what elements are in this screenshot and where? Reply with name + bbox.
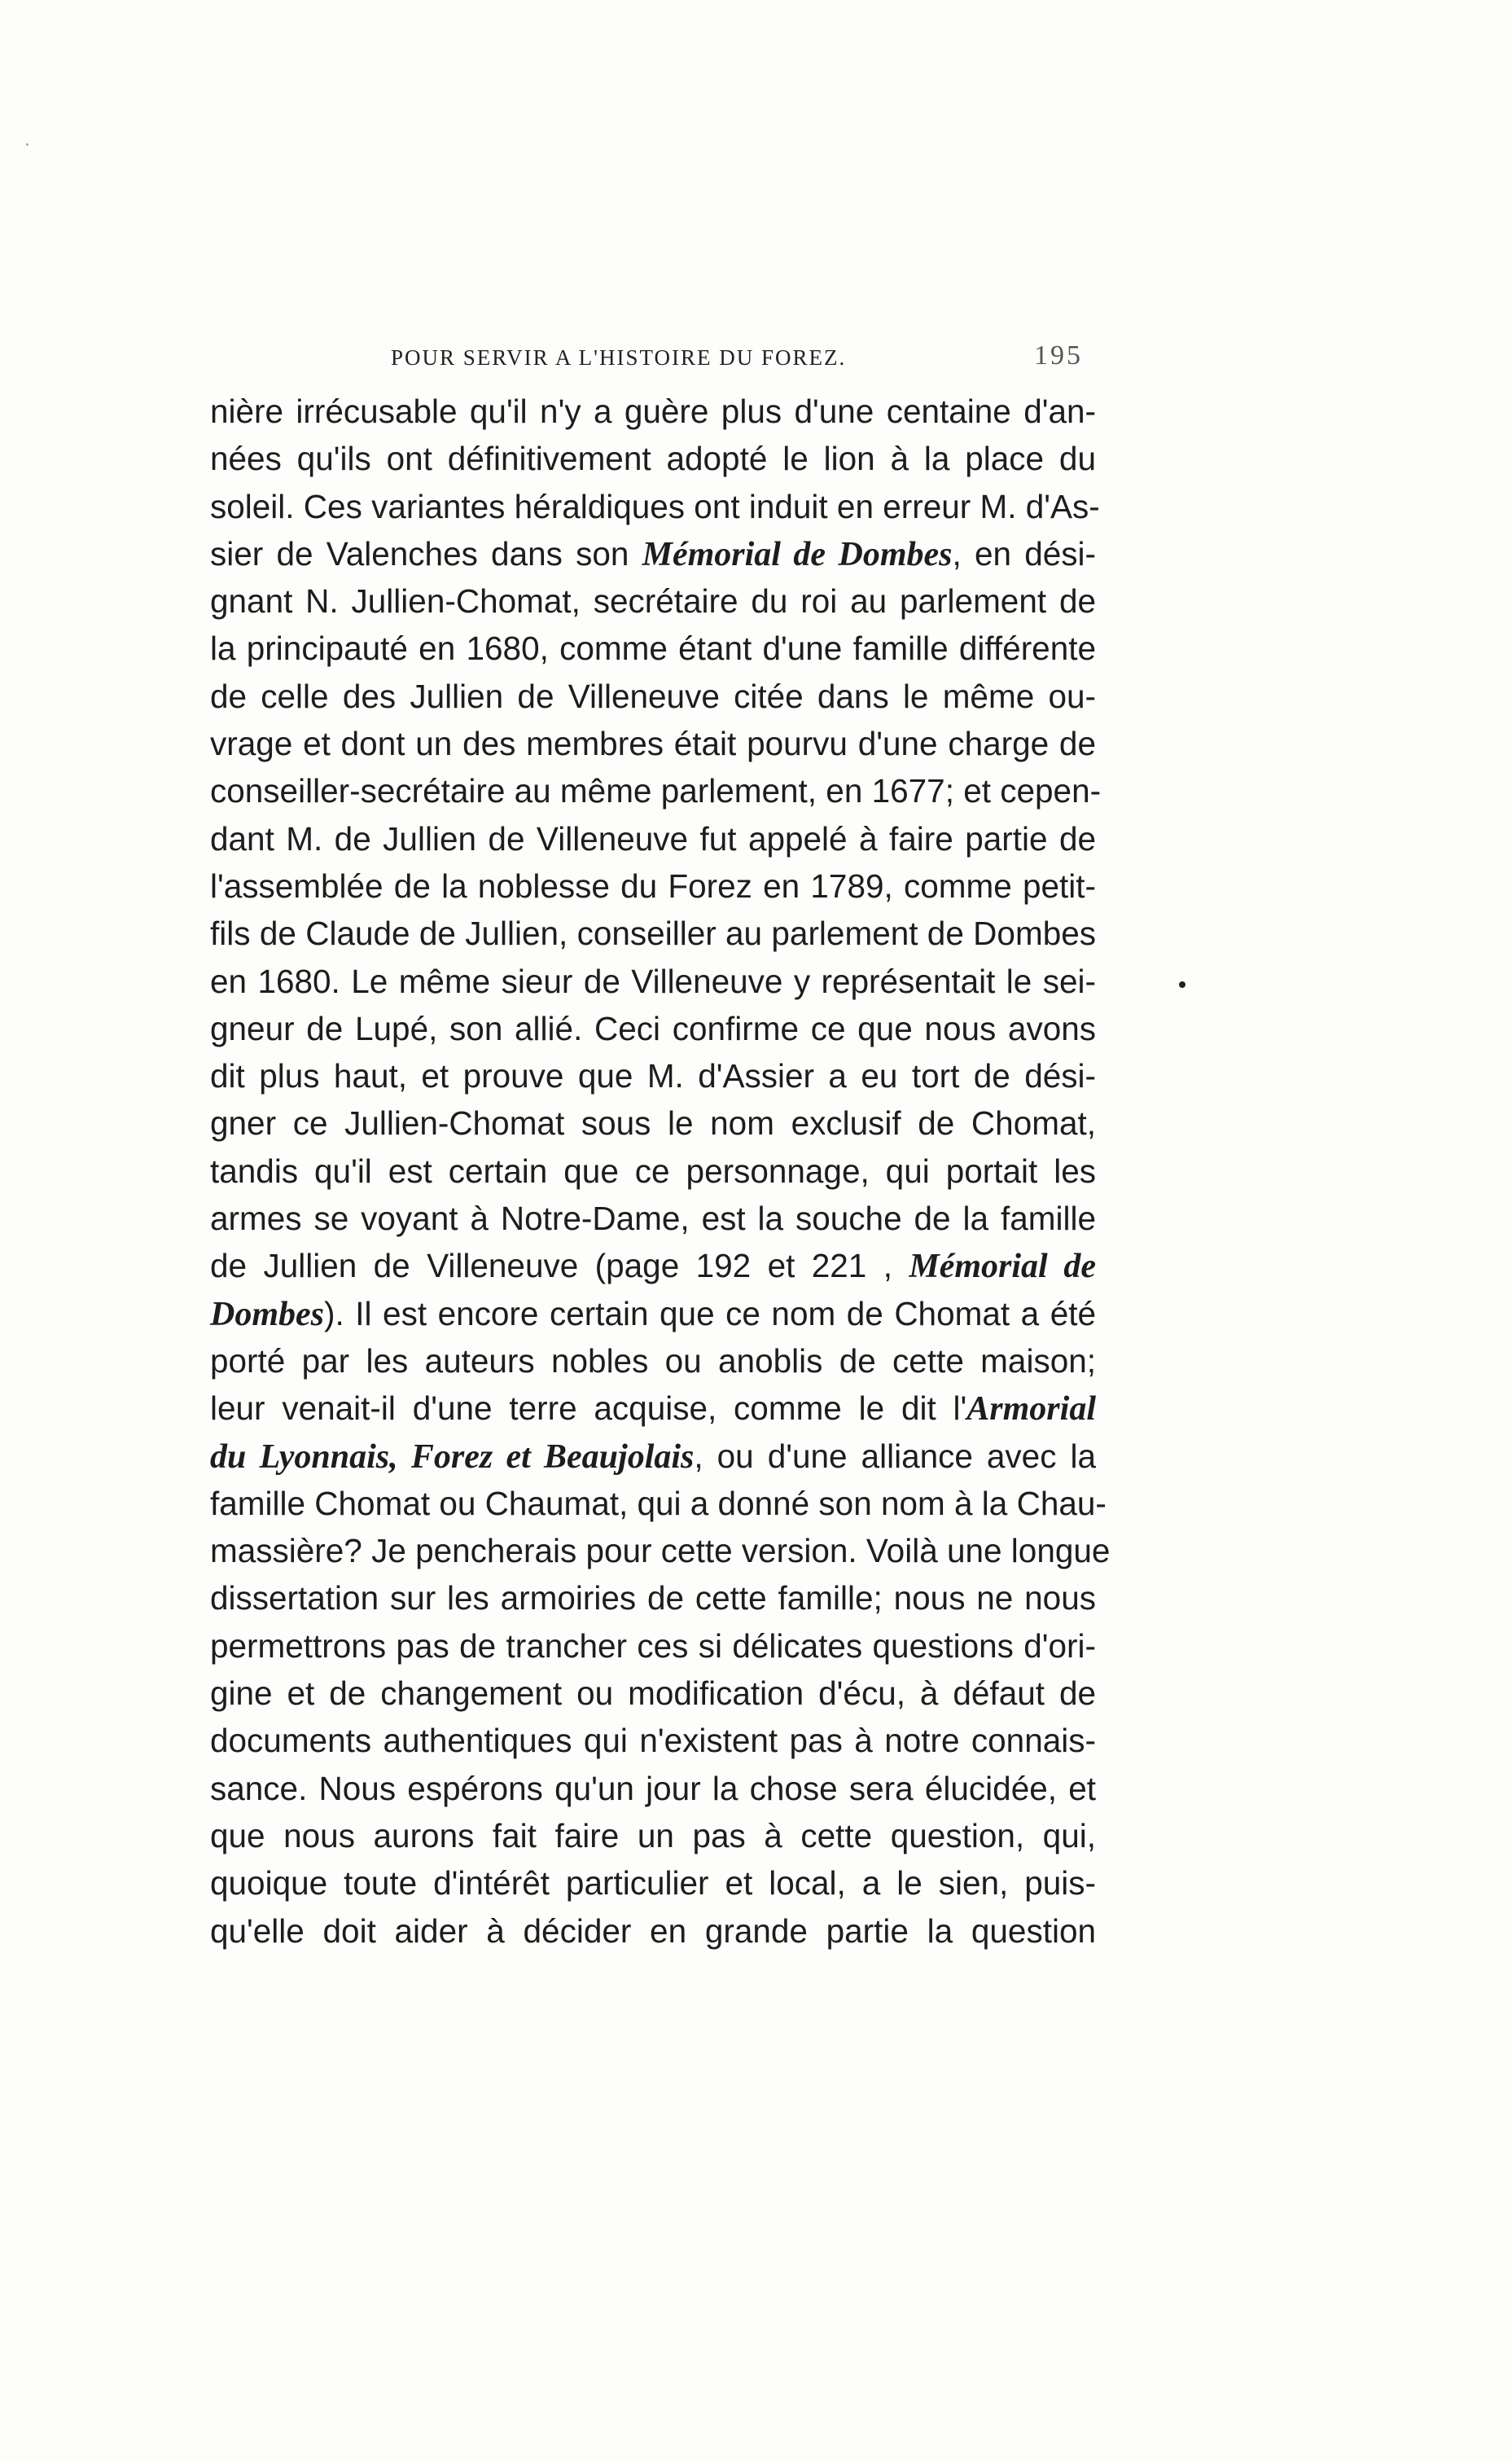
text-line: de Jullien de Villeneuve (page 192 et 221 , Mémorial de <box>210 1247 1096 1286</box>
text-line: que nous aurons fait faire un pas à cette question, qui, <box>210 1816 1096 1854</box>
text-line: gner ce Jullien-Chomat sous le nom exclusif de Chomat, <box>210 1104 1096 1143</box>
text-line: armes se voyant à Notre-Dame, est la souche de la famille <box>210 1200 1096 1238</box>
text-line: l'assemblée de la noblesse du Forez en 1789, comme petit- <box>210 867 1096 905</box>
text-line: du Lyonnais, Forez et Beaujolais, ou d'une alliance avec la <box>210 1437 1096 1476</box>
text-line: gneur de Lupé, son allié. Ceci confirme ce que nous avons <box>210 1009 1096 1047</box>
text-line: porté par les auteurs nobles ou anoblis de cette maison; <box>210 1341 1096 1380</box>
text-line: dissertation sur les armoiries de cette famille; nous ne nous <box>210 1579 1096 1617</box>
print-speck <box>26 143 28 146</box>
text-line: leur venait-il d'une terre acquise, comme le dit l'Armorial <box>210 1389 1096 1428</box>
italic-title: Armorial <box>966 1390 1096 1428</box>
text-line: sance. Nous espérons qu'un jour la chose sera élucidée, et <box>210 1769 1096 1807</box>
italic-title: Mémorial de <box>909 1248 1096 1286</box>
running-title: POUR SERVIR A L'HISTOIRE DU FOREZ. <box>391 345 847 370</box>
text-line: de celle des Jullien de Villeneuve citée dans le même ou- <box>210 677 1096 715</box>
text-line: en 1680. Le même sieur de Villeneuve y représentait le sei- <box>210 962 1096 1000</box>
text-line: dit plus haut, et prouve que M. d'Assier a eu tort de dési- <box>210 1057 1096 1095</box>
text-line: permettrons pas de trancher ces si délicates questions d'ori- <box>210 1626 1096 1665</box>
text-line: dant M. de Jullien de Villeneuve fut appelé à faire partie de <box>210 819 1096 858</box>
text-line: qu'elle doit aider à décider en grande partie la question <box>210 1911 1096 1950</box>
text-line: massière? Je pencherais pour cette version. Voilà une longue <box>210 1532 1111 1570</box>
text-line: vrage et dont un des membres était pourvu d'une charge de <box>210 725 1096 763</box>
italic-title: Dombes <box>210 1295 324 1333</box>
body-text <box>210 388 1111 1955</box>
italic-title: Mémorial de Dombes <box>642 535 953 573</box>
text-line: la principauté en 1680, comme étant d'une famille différente <box>210 630 1096 668</box>
text-line: nées qu'ils ont définitivement adopté le lion à la place du <box>210 440 1096 478</box>
print-speck <box>1179 981 1185 988</box>
italic-title: du Lyonnais, Forez et Beaujolais <box>210 1437 695 1476</box>
text-line: conseiller-secrétaire au même parlement, en 1677; et cepen- <box>210 772 1102 810</box>
text-line: soleil. Ces variantes héraldiques ont induit en erreur M. d'As- <box>210 487 1100 525</box>
text-line: famille Chomat ou Chaumat, qui a donné son nom à la Chau- <box>210 1484 1107 1522</box>
text-line: gnant N. Jullien-Chomat, secrétaire du roi au parlement de <box>210 582 1096 621</box>
text-line: gine et de changement ou modification d'écu, à défaut de <box>210 1674 1096 1713</box>
text-line: nière irrécusable qu'il n'y a guère plus d'une centaine d'an- <box>210 393 1096 430</box>
page-number: 195 <box>1034 340 1083 371</box>
text-line: Dombes). Il est encore certain que ce nom de Chomat a été <box>210 1294 1096 1333</box>
text-line: quoique toute d'intérêt particulier et local, a le sien, puis- <box>210 1864 1096 1902</box>
text-line: sier de Valenches dans son Mémorial de Dombes, en dési- <box>210 534 1097 573</box>
running-head <box>391 340 1091 378</box>
text-line: documents authentiques qui n'existent pas à notre connais- <box>210 1722 1096 1760</box>
text-line: fils de Claude de Jullien, conseiller au parlement de Dombes <box>210 915 1096 953</box>
text-line: tandis qu'il est certain que ce personnage, qui portait les <box>210 1152 1096 1190</box>
